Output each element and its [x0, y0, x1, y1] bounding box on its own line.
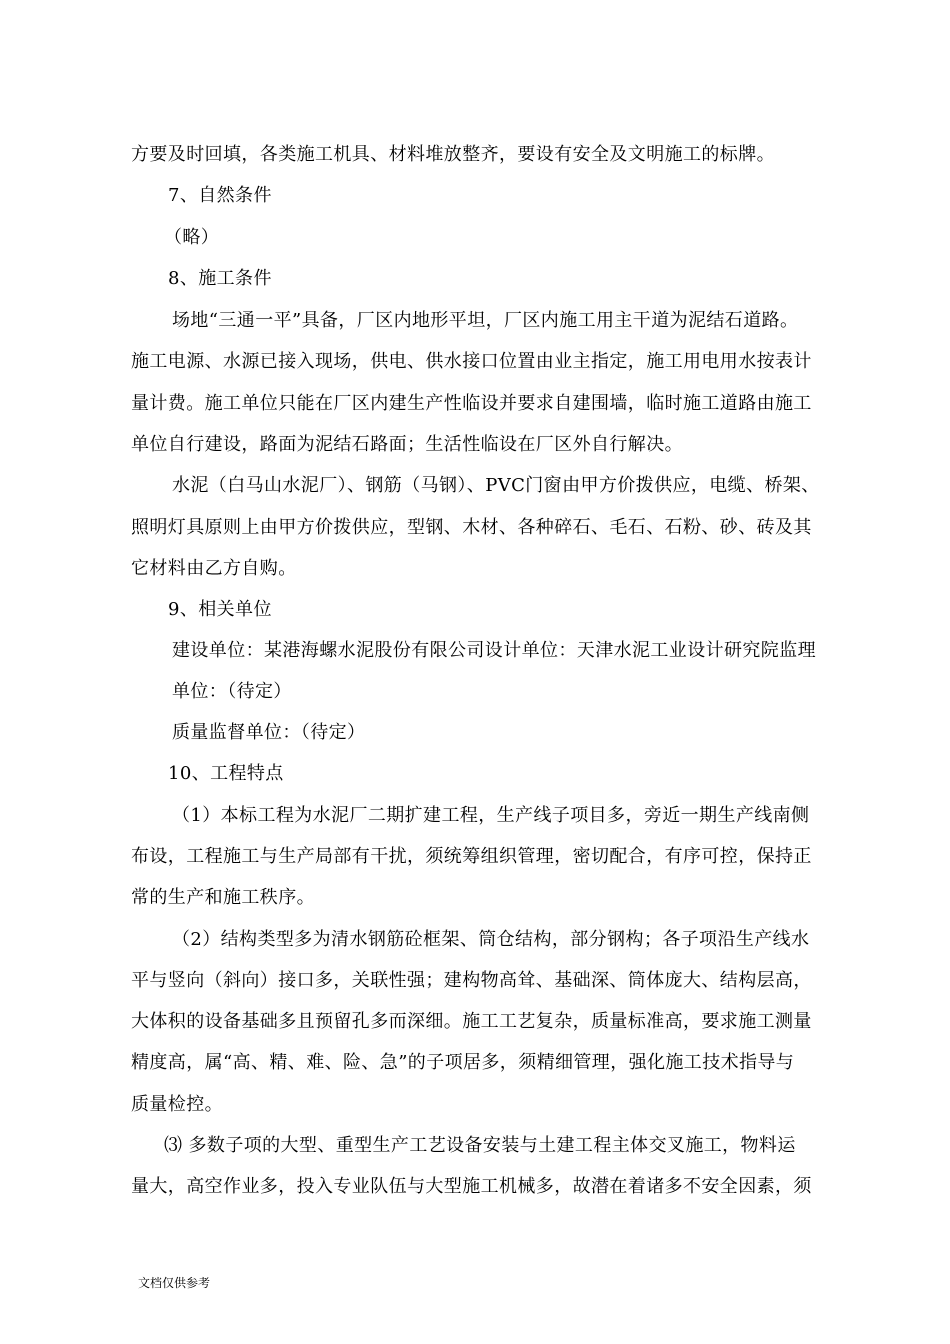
paragraph-line: ⑶ 多数子项的大型、重型生产工艺设备安装与土建工程主体交叉施工，物料运: [164, 1135, 796, 1156]
paragraph-line: 质量检控。: [131, 1094, 223, 1115]
paragraph-line: 水泥（白马山水泥厂）、钢筋（马钢）、PVC门窗由甲方价拨供应，电缆、桥架、: [172, 475, 820, 496]
section-heading: 8、施工条件: [168, 268, 272, 289]
paragraph-line: 量大，高空作业多，投入专业队伍与大型施工机械多，故潜在着诸多不安全因素，须: [131, 1176, 812, 1197]
paragraph-line: 精度高，属“高、精、难、险、急”的子项居多，须精细管理，强化施工技术指导与: [131, 1052, 795, 1073]
paragraph-line: 单位：（待定）: [172, 681, 292, 702]
paragraph-line: （2）结构类型多为清水钢筋砼框架、筒仓结构，部分钢构；各子项沿生产线水: [172, 929, 810, 950]
paragraph-line: 照明灯具原则上由甲方价拨供应，型钢、木材、各种碎石、毛石、石粉、砂、砖及其: [131, 517, 812, 538]
paragraph-line: 单位自行建设，路面为泥结石路面；生活性临设在厂区外自行解决。: [131, 434, 683, 455]
paragraph-line: 它材料由乙方自购。: [131, 558, 297, 579]
section-heading: 10、工程特点: [168, 763, 284, 784]
footer-note: 文档仅供参考: [138, 1276, 211, 1290]
section-heading: 7、自然条件: [168, 185, 272, 206]
paragraph-line: 布设，工程施工与生产局部有干扰，须统筹组织管理，密切配合，有序可控，保持正: [131, 846, 812, 867]
paragraph-line: 方要及时回填，各类施工机具、材料堆放整齐，要设有安全及文明施工的标牌。: [131, 144, 775, 165]
paragraph-line: 常的生产和施工秩序。: [131, 887, 315, 908]
paragraph-line: 施工电源、水源已接入现场，供电、供水接口位置由业主指定，施工用电用水按表计: [131, 351, 812, 372]
paragraph-line: 平与竖向（斜向）接口多，关联性强；建构物高耸、基础深、筒体庞大、结构层高，: [131, 970, 812, 991]
paragraph-line: （1）本标工程为水泥厂二期扩建工程，生产线子项目多，旁近一期生产线南侧: [172, 805, 810, 826]
paragraph-line: 场地“三通一平”具备，厂区内地形平坦，厂区内施工用主干道为泥结石道路。: [172, 310, 799, 331]
section-heading: 9、相关单位: [168, 599, 272, 620]
paragraph-line: 大体积的设备基础多且预留孔多而深细。施工工艺复杂，质量标准高，要求施工测量: [131, 1011, 812, 1032]
paragraph-line: 建设单位：某港海螺水泥股份有限公司设计单位：天津水泥工业设计研究院监理: [172, 640, 816, 661]
paragraph-line: （略）: [164, 227, 220, 248]
paragraph-line: 量计费。施工单位只能在厂区内建生产性临设并要求自建围墙，临时施工道路由施工: [131, 393, 812, 414]
paragraph-line: 质量监督单位：（待定）: [172, 722, 366, 743]
